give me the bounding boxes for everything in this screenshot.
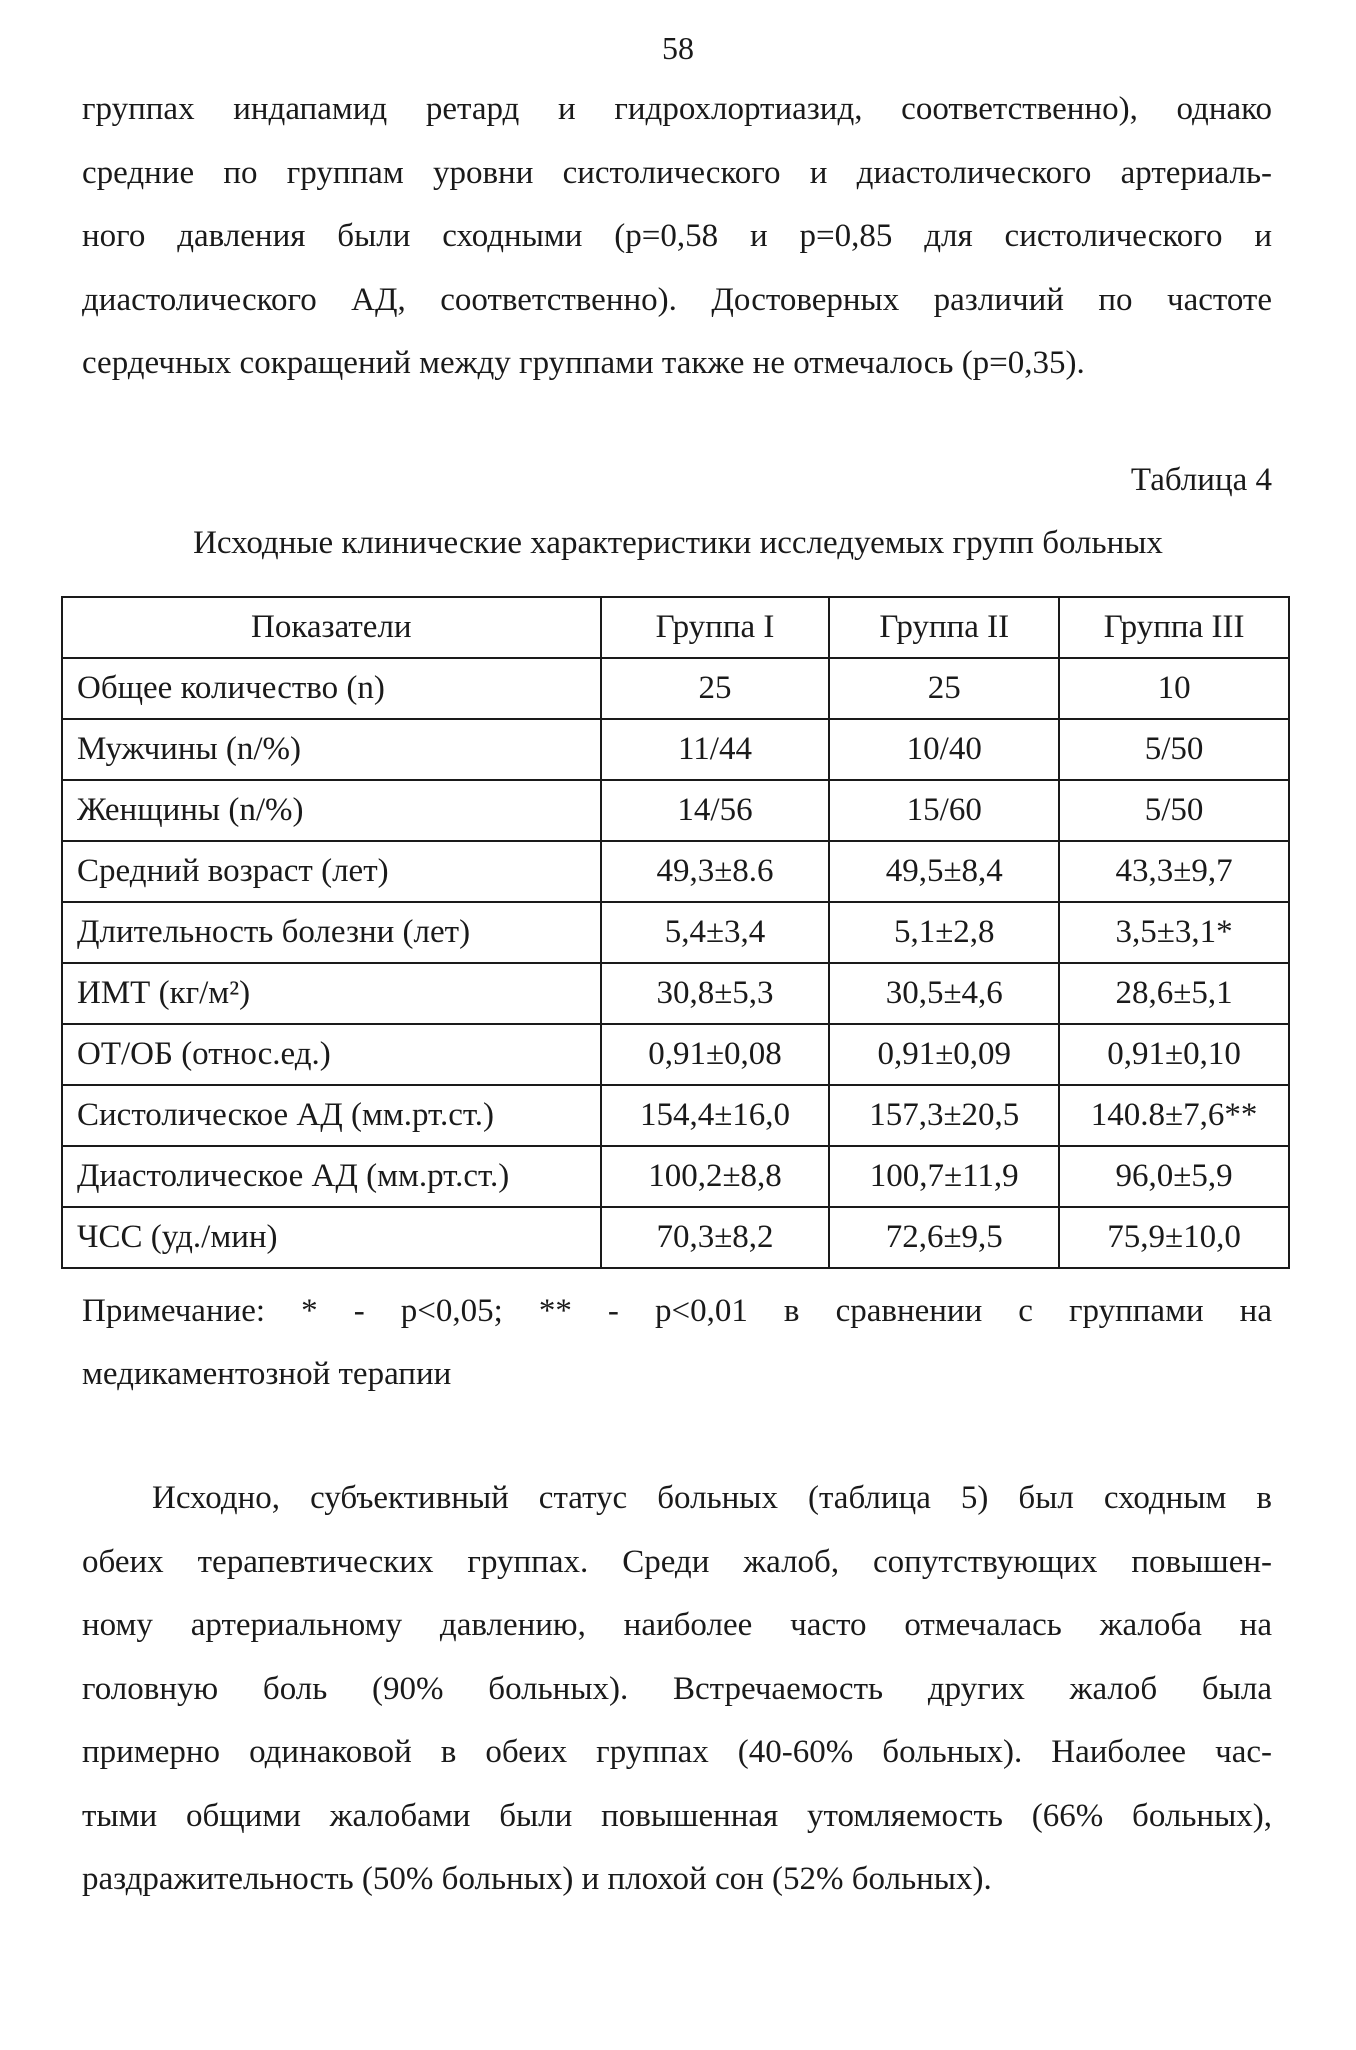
- table-row: [62, 963, 1289, 1024]
- table-cell: 154,4±16,0: [601, 1085, 830, 1146]
- table-cell: 43,3±9,7: [1059, 841, 1289, 902]
- paragraph-line: тыми общими жалобами были повышенная утомляемость (66% больных),: [82, 1797, 1272, 1834]
- paragraph-line: сердечных сокращений между группами также не отмечалось (р=0,35).: [82, 345, 1085, 381]
- header-cell: Группа III: [1059, 597, 1289, 658]
- table-cell: 75,9±10,0: [1059, 1207, 1289, 1268]
- table-row: [62, 1207, 1289, 1268]
- paragraph-line: ного давления были сходными (р=0,58 и р=0,85 для систолического и: [82, 218, 1272, 254]
- table-row: [62, 780, 1289, 841]
- table-cell: 11/44: [601, 719, 830, 780]
- row-label: Мужчины (n/%): [62, 719, 601, 780]
- row-label: Длительность болезни (лет): [62, 902, 601, 963]
- table-row: [62, 902, 1289, 963]
- table-cell: 5,1±2,8: [829, 902, 1059, 963]
- paragraph-line: обеих терапевтических группах. Среди жалоб, сопутствующих повышен-: [82, 1543, 1272, 1580]
- table-cell: 0,91±0,09: [829, 1024, 1059, 1085]
- row-label: Женщины (n/%): [62, 780, 601, 841]
- table-cell: 10: [1059, 658, 1289, 719]
- table-cell: 49,3±8.6: [601, 841, 830, 902]
- table-cell: 15/60: [829, 780, 1059, 841]
- table-cell: 96,0±5,9: [1059, 1146, 1289, 1207]
- paragraph-line: головную боль (90% больных). Встречаемость других жалоб была: [82, 1670, 1272, 1707]
- table-cell: 140.8±7,6**: [1059, 1085, 1289, 1146]
- row-label: Диастолическое АД (мм.рт.ст.): [62, 1146, 601, 1207]
- note-line: Примечание: * - р<0,05; ** - р<0,01 в сравнении с группами на: [82, 1293, 1272, 1329]
- row-label: ЧСС (уд./мин): [62, 1207, 601, 1268]
- header-cell: Группа I: [601, 597, 830, 658]
- paragraph-1: [82, 78, 1272, 396]
- page-number: 58: [662, 30, 694, 66]
- table-cell: 72,6±9,5: [829, 1207, 1059, 1268]
- table-cell: 49,5±8,4: [829, 841, 1059, 902]
- table-title: Исходные клинические характеристики исследуемых групп больных: [193, 525, 1163, 561]
- row-label: ИМТ (кг/м²): [62, 963, 601, 1024]
- header-cell: Группа II: [829, 597, 1059, 658]
- table-cell: 0,91±0,10: [1059, 1024, 1289, 1085]
- table-cell: 14/56: [601, 780, 830, 841]
- table-row: [62, 1024, 1289, 1085]
- table-cell: 3,5±3,1*: [1059, 902, 1289, 963]
- note-line: медикаментозной терапии: [82, 1356, 452, 1392]
- table-note: [82, 1280, 1272, 1406]
- table-cell: 5/50: [1059, 719, 1289, 780]
- table-cell: 10/40: [829, 719, 1059, 780]
- row-label: Систолическое АД (мм.рт.ст.): [62, 1085, 601, 1146]
- paragraph-2: [82, 1467, 1272, 1912]
- table-cell: 5,4±3,4: [601, 902, 830, 963]
- table-cell: 30,8±5,3: [601, 963, 830, 1024]
- row-label: ОТ/ОБ (относ.ед.): [62, 1024, 601, 1085]
- table-cell: 28,6±5,1: [1059, 963, 1289, 1024]
- row-label: Средний возраст (лет): [62, 841, 601, 902]
- row-label: Общее количество (n): [62, 658, 601, 719]
- table-row: [62, 658, 1289, 719]
- table-cell: 157,3±20,5: [829, 1085, 1059, 1146]
- table-row: [62, 841, 1289, 902]
- paragraph-line: ному артериальному давлению, наиболее часто отмечалась жалоба на: [82, 1607, 1272, 1643]
- table-row: [62, 1085, 1289, 1146]
- table-row: [62, 719, 1289, 780]
- paragraph-line: Исходно, субъективный статус больных (таблица 5) был сходным в: [152, 1480, 1272, 1516]
- paragraph-line: группах индапамид ретард и гидрохлортиазид, соответственно), однако: [82, 91, 1272, 127]
- table-cell: 100,7±11,9: [829, 1146, 1059, 1207]
- table-cell: 100,2±8,8: [601, 1146, 830, 1207]
- table-cell: 70,3±8,2: [601, 1207, 830, 1268]
- table-cell: 30,5±4,6: [829, 963, 1059, 1024]
- paragraph-line: примерно одинаковой в обеих группах (40-60% больных). Наиболее час-: [82, 1734, 1272, 1770]
- header-cell: Показатели: [62, 597, 601, 658]
- table-row: [62, 1146, 1289, 1207]
- table-cell: 25: [829, 658, 1059, 719]
- table-cell: 5/50: [1059, 780, 1289, 841]
- table-cell: 25: [601, 658, 830, 719]
- paragraph-line: раздражительность (50% больных) и плохой сон (52% больных).: [82, 1861, 992, 1897]
- paragraph-line: диастолического АД, соответственно). Достоверных различий по частоте: [82, 281, 1272, 318]
- paragraph-line: средние по группам уровни систолического и диастолического артериаль-: [82, 154, 1272, 191]
- table-label: Таблица 4: [1130, 462, 1272, 498]
- table-cell: 0,91±0,08: [601, 1024, 830, 1085]
- table-header-row: [62, 597, 1289, 658]
- characteristics-table: [61, 596, 1290, 1269]
